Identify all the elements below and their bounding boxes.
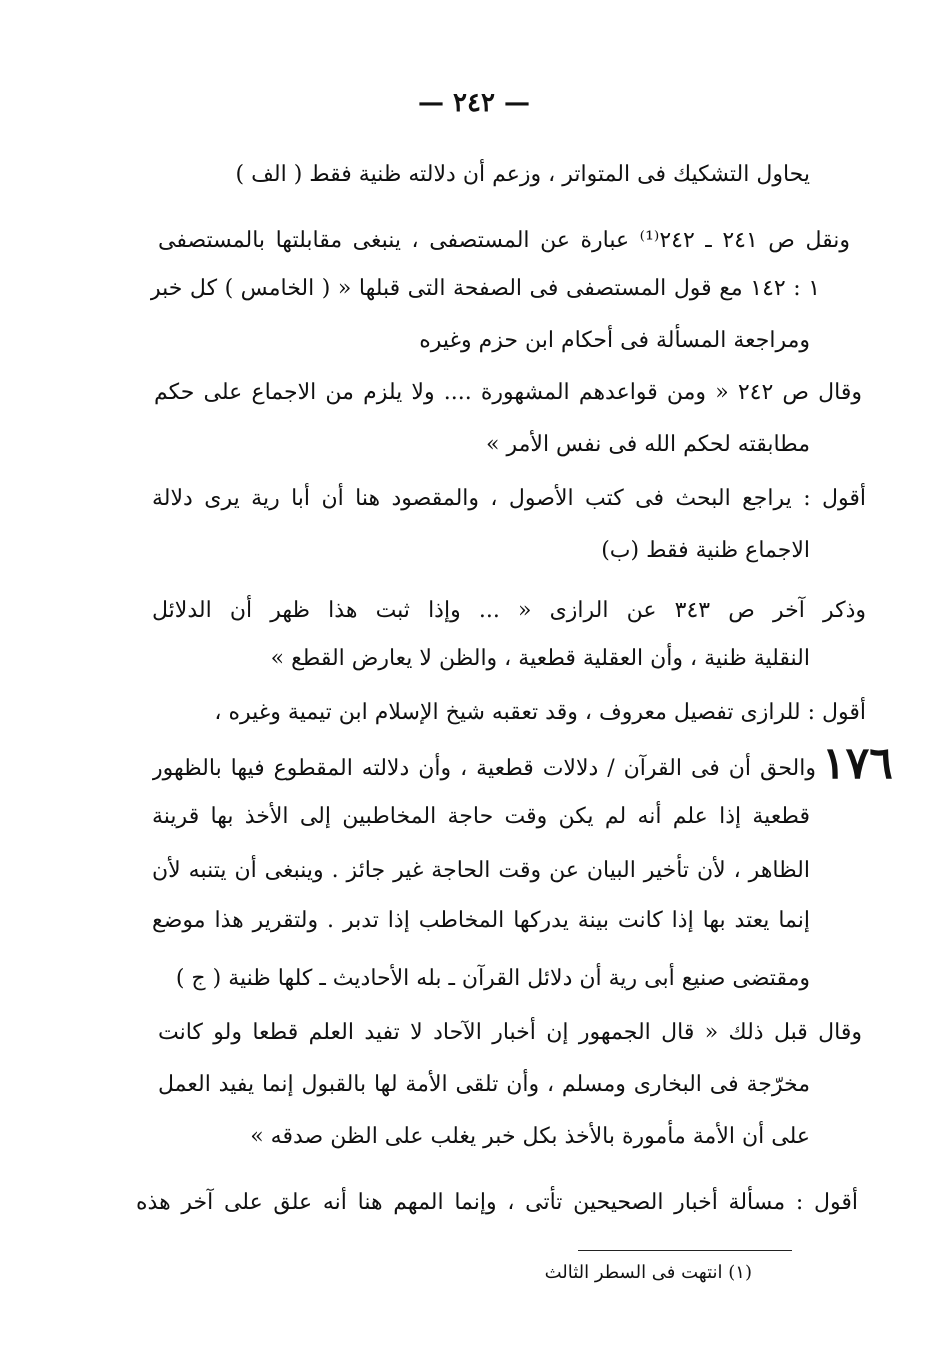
footnote-divider: [578, 1250, 792, 1251]
text-line: إنما يعتد بها إذا كانت بينة يدركها المخاطب إذا تدبر . ولتقرير هذا موضع: [152, 908, 810, 933]
text-line: أقول : مسألة أخبار الصحيحين تأتى ، وإنما المهم هنا أنه علق على آخر هذه: [136, 1190, 858, 1215]
page-number: — ٢٤٢ —: [417, 88, 531, 118]
text-line: الظاهر ، لأن تأخير البيان عن وقت الحاجة غير جائز . وينبغى أن يتنبه لأن: [152, 858, 810, 883]
text-line: وقال ص ٢٤٢ « ومن قواعدهم المشهورة .... ولا يلزم من الاجماع على حكم: [154, 380, 862, 405]
text-line: ١ : ١٤٢ مع قول المستصفى فى الصفحة التى قبلها « ( الخامس ) كل خبر: [150, 276, 820, 301]
text-line: وذكر آخر ص ٣٤٣ عن الرازى « ... وإذا ثبت هذا ظهر أن الدلائل: [152, 598, 866, 623]
text-line: مخرّجة فى البخارى ومسلم ، وأن تلقى الأمة لها بالقبول إنما يفيد العمل: [158, 1072, 810, 1097]
text-line: مطابقته لحكم الله فى نفس الأمر »: [486, 432, 810, 457]
margin-page-reference: ١٧٦: [822, 738, 893, 789]
text-line: ونقل ص ٢٤١ ـ ٢٤٢⁽¹⁾ عبارة عن المستصفى ، ينبغى مقابلتها بالمستصفى: [158, 228, 850, 253]
text-line: أقول : يراجع البحث فى كتب الأصول ، والمقصود هنا أن أبا رية يرى دلالة: [152, 486, 866, 511]
text-line: النقلية ظنية ، وأن العقلية قطعية ، والظن لا يعارض القطع »: [270, 646, 810, 671]
text-line: أقول : للرازى تفصيل معروف ، وقد تعقبه شيخ الإسلام ابن تيمية وغيره ،: [214, 700, 866, 725]
text-line: والحق أن فى القرآن / دلالات قطعية ، وأن دلالته المقطوع فيها بالظهور: [152, 756, 816, 781]
text-line: الاجماع ظنية فقط (ب): [601, 538, 810, 563]
text-line: قطعية إذا علم أنه لم يكن وقت حاجة المخاطبين إلى الأخذ بها قرينة: [152, 804, 810, 829]
text-line: على أن الأمة مأمورة بالأخذ بكل خبر يغلب على الظن صدقه »: [250, 1124, 810, 1149]
text-line: يحاول التشكيك فى المتواتر ، وزعم أن دلالته ظنية فقط ( الف ): [235, 162, 810, 187]
footnote: (١) انتهت فى السطر الثالث: [544, 1262, 752, 1283]
text-line: ومقتضى صنيع أبى رية أن دلائل القرآن ـ بله الأحاديث ـ كلها ظنية ( ج ): [175, 966, 810, 991]
text-line: وقال قبل ذلك « قال الجمهور إن أخبار الآحاد لا تفيد العلم قطعا ولو كانت: [158, 1020, 862, 1045]
text-line: ومراجعة المسألة فى أحكام ابن حزم وغيره: [419, 328, 810, 353]
